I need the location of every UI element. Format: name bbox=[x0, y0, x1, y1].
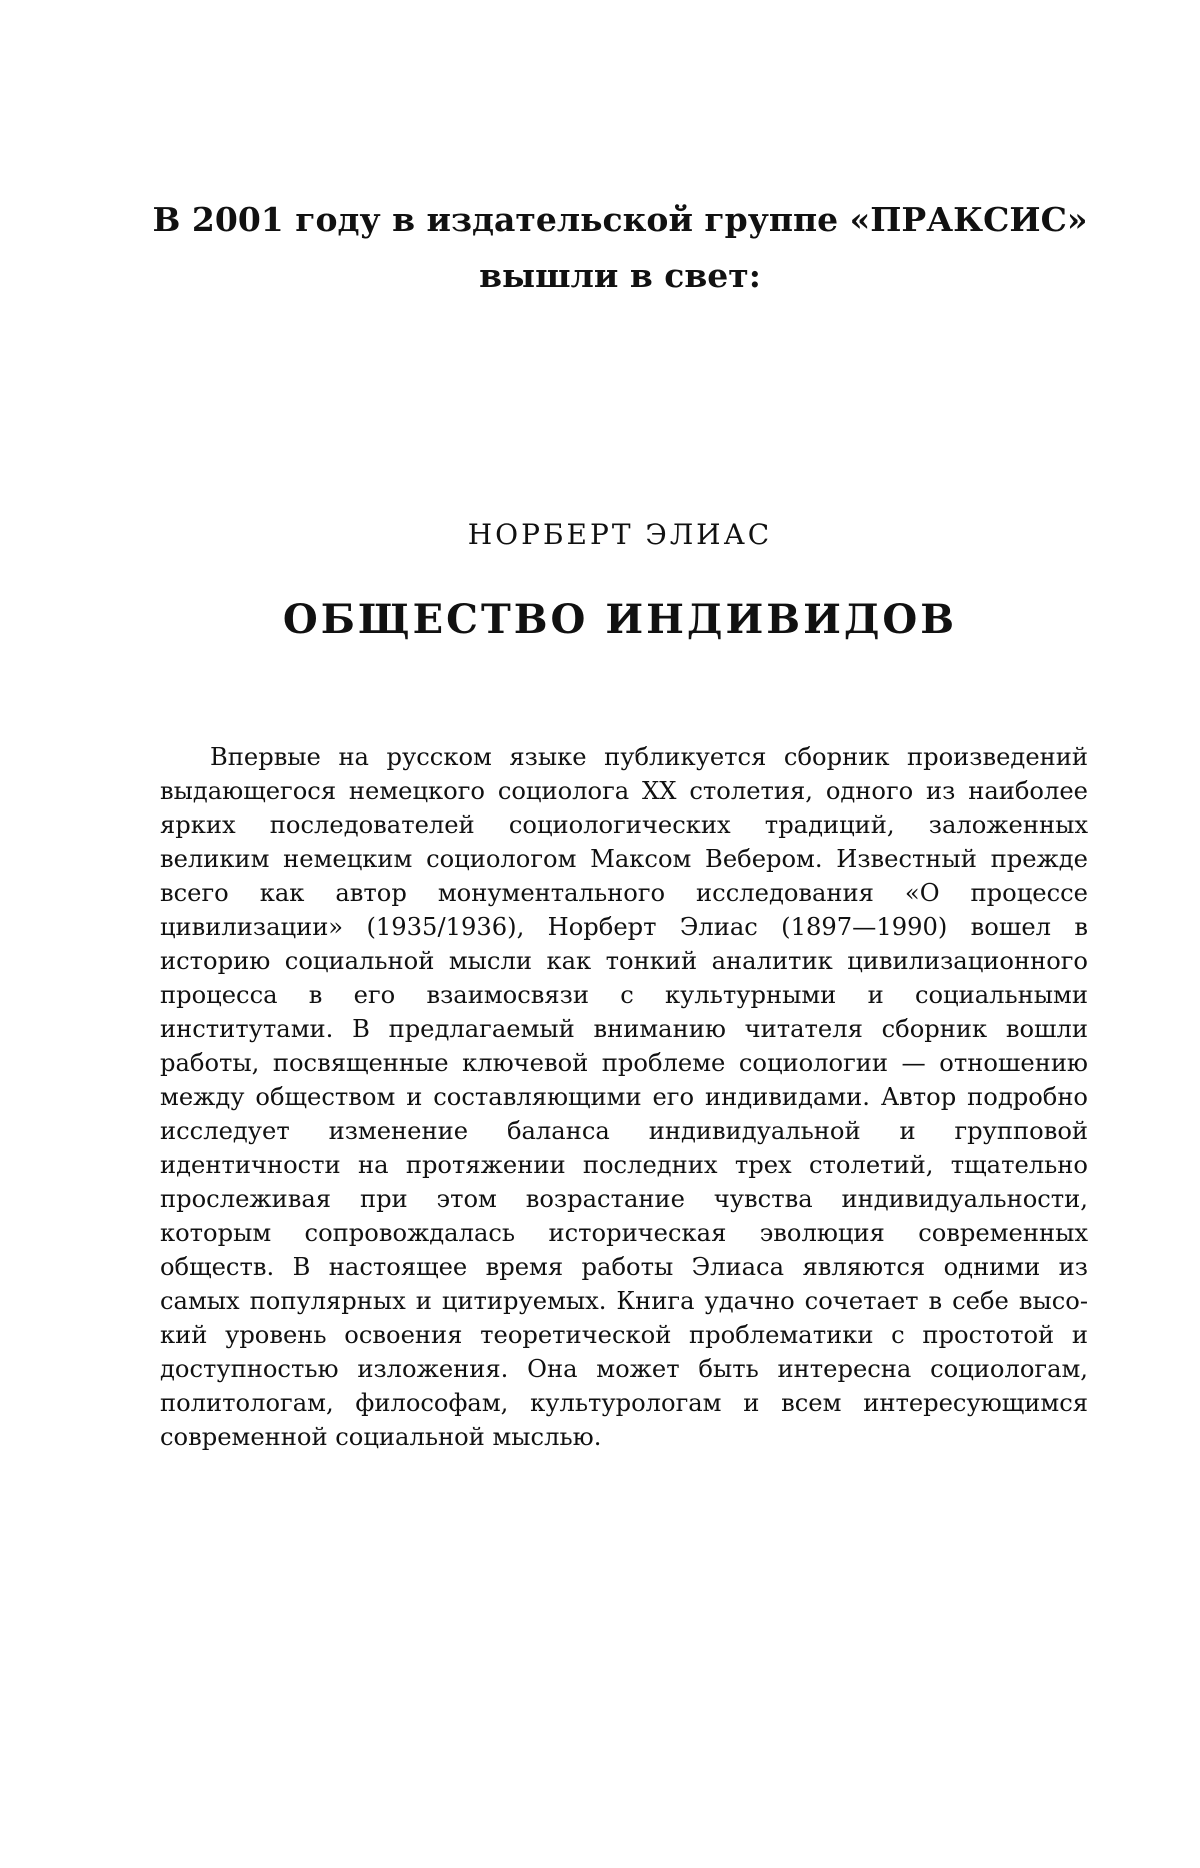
book-title: ОБЩЕСТВО ИНДИВИДОВ bbox=[282, 596, 958, 643]
book-author: НОРБЕРТ ЭЛИАС bbox=[467, 518, 773, 551]
publisher-heading-line-1: В 2001 году в издательской группе «ПРАКСИС» bbox=[152, 200, 1088, 239]
publisher-heading-line-2: вышли в свет: bbox=[479, 256, 761, 295]
book-description: Впервые на русском языке публикуется сборник произведений выдающегося немецкого социолога XX столетия, одного из наиболее ярких последователей социологических традиций, заложенных великим немецким социологом Максом Вебером. Известный прежде всего как автор монументального исследования «О процессе цивилизации» (1935/1936), Норберт Элиас (1897—1990) вошел в историю социальной мысли как тонкий аналитик цивилизационного процесса в его взаимосвязи с культурными и социальными институтами. В предлагаемый вниманию читателя сборник вошли работы, посвященные ключевой проблеме социологии — отношению между обществом и составляющими его индивидами. Автор подробно исследует изменение баланса индивидуальной и групповой идентичности на протяжении последних трех столетий, тщательно прослеживая при этом возрастание чувства индивидуальности, которым сопровождалась историческая эволюция современных обществ. В настоящее время работы Элиаса являются одними из самых популярных и цитируемых. Книга удачно сочетает в себе высокий уровень освоения теоретической проблематики с простотой и доступностью изложения. Она может быть интересна социологам, политологам, философам, культурологам и всем интересующимся современной социальной мыслью. bbox=[160, 743, 1088, 1451]
publisher-heading bbox=[100, 192, 1140, 304]
